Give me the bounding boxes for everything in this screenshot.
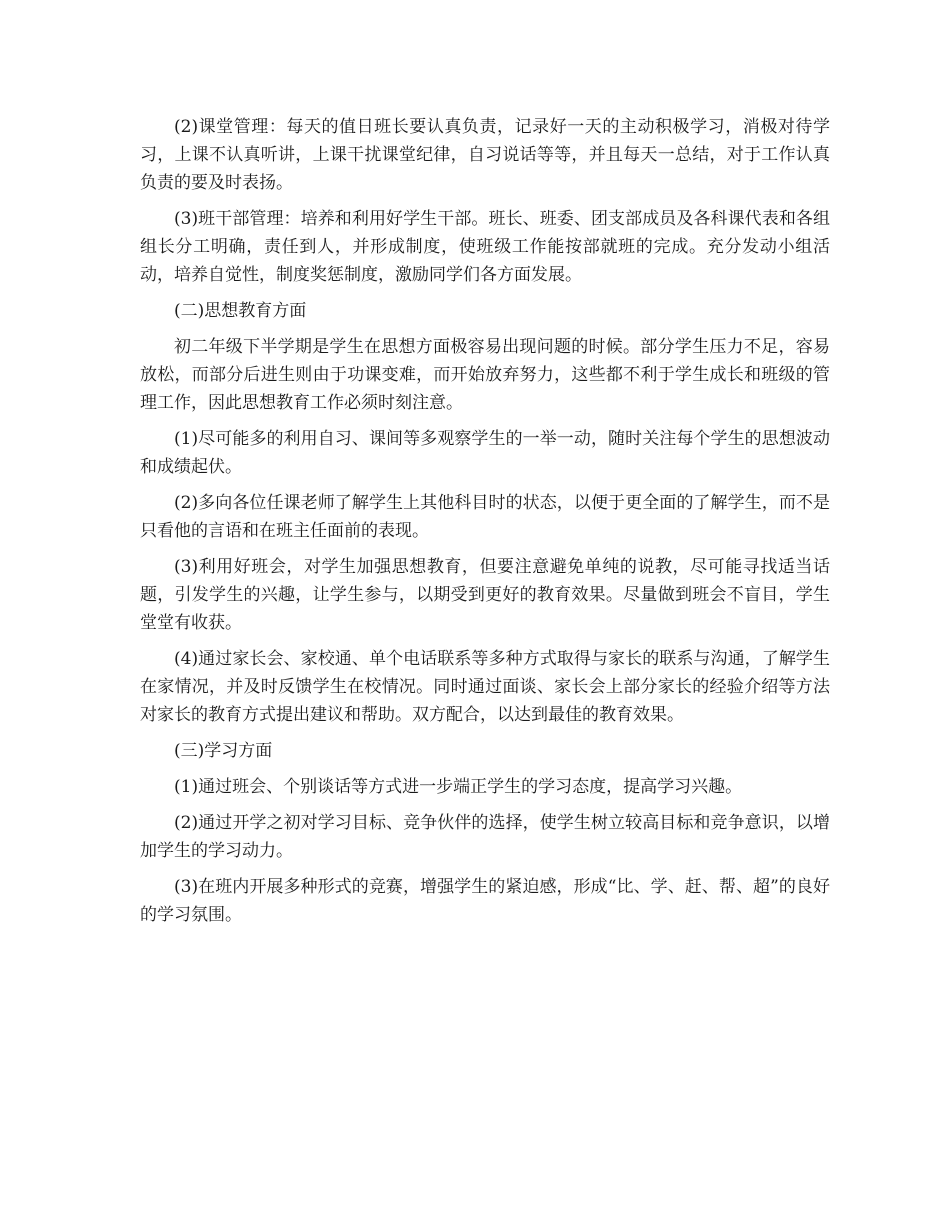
paragraph-classroom-management: (2)课堂管理：每天的值日班长要认真负责，记录好一天的主动积极学习，消极对待学习，上课不认真听讲，上课干扰课堂纪律，自习说话等等，并且每天一总结，对于工作认真负责的要及时表扬。 <box>140 117 830 193</box>
paragraph-class-cadre-management: (3)班干部管理：培养和利用好学生干部。班长、班委、团支部成员及各科课代表和各组组长分工明确，责任到人，并形成制度，使班级工作能按部就班的完成。充分发动小组活动，培养自觉性，制度奖惩制度，激励同学们各方面发展。 <box>140 209 830 285</box>
section-heading-ideological-education: (二)思想教育方面 <box>174 301 307 321</box>
paragraph-class-meeting: (3)利用好班会，对学生加强思想教育，但要注意避免单纯的说教，尽可能寻找适当话题，引发学生的兴趣，让学生参与，以期受到更好的教育效果。尽量做到班会不盲目，学生堂堂有收获。 <box>140 557 830 633</box>
paragraph-observe-students: (1)尽可能多的利用自习、课间等多观察学生的一举一动，随时关注每个学生的思想波动和成绩起伏。 <box>140 429 830 477</box>
paragraph-competitions: (3)在班内开展多种形式的竞赛，增强学生的紧迫感，形成“比、学、赶、帮、超”的良好的学习氛围。 <box>140 877 830 925</box>
section-heading-study: (三)学习方面 <box>174 741 273 761</box>
paragraph-study-attitude: (1)通过班会、个别谈话等方式进一步端正学生的学习态度，提高学习兴趣。 <box>174 777 743 797</box>
paragraph-parent-communication: (4)通过家长会、家校通、单个电话联系等多种方式取得与家长的联系与沟通，了解学生在家情况，并及时反馈学生在校情况。同时通过面谈、家长会上部分家长的经验介绍等方法对家长的教育方式提出建议和帮助。双方配合，以达到最佳的教育效果。 <box>140 649 830 725</box>
document-page <box>140 113 830 937</box>
paragraph-study-goals: (2)通过开学之初对学习目标、竞争伙伴的选择，使学生树立较高目标和竞争意识，以增加学生的学习动力。 <box>140 813 830 861</box>
paragraph-ideological-intro: 初二年级下半学期是学生在思想方面极容易出现问题的时候。部分学生压力不足，容易放松，而部分后进生则由于功课变难，而开始放弃努力，这些都不利于学生成长和班级的管理工作，因此思想教育工作必须时刻注意。 <box>140 337 830 413</box>
paragraph-consult-teachers: (2)多向各位任课老师了解学生上其他科目时的状态，以便于更全面的了解学生，而不是只看他的言语和在班主任面前的表现。 <box>140 493 830 541</box>
